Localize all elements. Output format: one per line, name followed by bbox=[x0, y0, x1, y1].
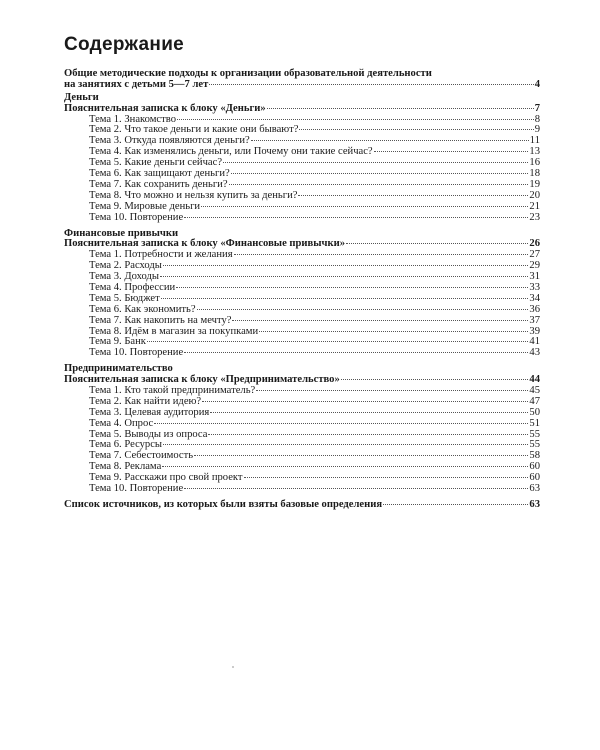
section-heading: Деньги bbox=[64, 91, 99, 103]
topic-entry bbox=[64, 408, 540, 419]
intro-line-2: на занятиях с детьми 5—7 лет bbox=[64, 78, 209, 90]
topic-entry-page: 41 bbox=[529, 336, 540, 348]
leader-dots bbox=[267, 107, 534, 109]
topic-entry-page: 58 bbox=[529, 450, 540, 462]
scan-speck bbox=[232, 666, 234, 668]
leader-dots bbox=[244, 476, 529, 478]
leader-dots bbox=[154, 422, 528, 424]
block-note-entry-page: 7 bbox=[534, 102, 540, 114]
topic-entry-label: Тема 5. Бюджет bbox=[89, 292, 160, 304]
leader-dots bbox=[163, 264, 529, 266]
leader-dots bbox=[256, 389, 528, 391]
leader-dots bbox=[177, 118, 534, 120]
topic-entry-label: Тема 7. Себестоимость bbox=[89, 450, 194, 462]
topic-entry bbox=[64, 316, 540, 327]
leader-dots bbox=[346, 242, 528, 244]
leader-dots bbox=[251, 139, 529, 141]
topic-entry bbox=[64, 484, 540, 495]
topic-entry-label: Тема 9. Банк bbox=[89, 336, 146, 348]
table-of-contents bbox=[64, 69, 540, 511]
block-note-entry-label: Пояснительная записка к блоку «Финансовые привычки» bbox=[64, 238, 345, 250]
leader-dots bbox=[184, 487, 528, 489]
leader-dots bbox=[234, 253, 529, 255]
leader-dots bbox=[184, 351, 528, 353]
topic-entry-label: Тема 4. Как изменялись деньги, или Почему они такие сейчас? bbox=[89, 146, 373, 158]
topic-entry-label: Тема 6. Как экономить? bbox=[89, 303, 196, 315]
topic-entry bbox=[64, 213, 540, 224]
topic-entry-page: 60 bbox=[529, 461, 540, 473]
topic-entry-page: 19 bbox=[529, 178, 540, 190]
leader-dots bbox=[184, 216, 528, 218]
topic-entry-label: Тема 8. Идём в магазин за покупками bbox=[89, 325, 259, 337]
topic-entry-page: 43 bbox=[529, 347, 540, 359]
page-title: Содержание bbox=[64, 34, 185, 55]
topic-entry-label: Тема 7. Как накопить на мечту? bbox=[89, 314, 232, 326]
leader-dots bbox=[229, 183, 529, 185]
topic-entry-page: 36 bbox=[529, 303, 540, 315]
section-heading: Предпринимательство bbox=[64, 363, 173, 375]
leader-dots bbox=[194, 454, 528, 456]
topic-entry-page: 60 bbox=[529, 472, 540, 484]
leader-dots bbox=[197, 308, 529, 310]
topic-entry-page: 63 bbox=[529, 482, 540, 494]
leader-dots bbox=[160, 275, 528, 277]
leader-dots bbox=[223, 161, 528, 163]
block-note-entry-page: 26 bbox=[529, 238, 540, 250]
topic-entry-label: Тема 9. Мировые деньги bbox=[89, 200, 201, 212]
topic-entry-label: Тема 6. Ресурсы bbox=[89, 439, 163, 451]
leader-dots bbox=[163, 443, 528, 445]
topic-entry-page: 34 bbox=[529, 292, 540, 304]
intro-line-1: Общие методические подходы к организации образовательной деятельности bbox=[64, 68, 432, 79]
topic-entry-label: Тема 10. Повторение bbox=[89, 347, 184, 359]
leader-dots bbox=[374, 150, 529, 152]
topic-entry-page: 45 bbox=[529, 384, 540, 396]
topic-entry-page: 55 bbox=[529, 428, 540, 440]
intro-entry bbox=[64, 69, 540, 91]
topic-entry-page: 33 bbox=[529, 281, 540, 293]
leader-dots bbox=[298, 194, 528, 196]
topic-entry-label: Тема 2. Расходы bbox=[89, 260, 162, 272]
sources-label: Список источников, из которых были взяты базовые определения bbox=[64, 498, 383, 510]
leader-dots bbox=[210, 411, 528, 413]
sources-page: 63 bbox=[529, 498, 540, 510]
topic-entry-label: Тема 8. Что можно и нельзя купить за деньги? bbox=[89, 189, 298, 201]
topic-entry-page: 11 bbox=[529, 135, 540, 147]
topic-entry-label: Тема 3. Откуда появляются деньги? bbox=[89, 135, 250, 147]
leader-dots bbox=[147, 340, 528, 342]
block-note-entry-label: Пояснительная записка к блоку «Деньги» bbox=[64, 102, 266, 114]
topic-entry-page: 8 bbox=[534, 113, 540, 125]
sources-entry bbox=[64, 500, 540, 511]
block-note-entry-page: 44 bbox=[529, 374, 540, 386]
block-note-entry-label: Пояснительная записка к блоку «Предпринимательство» bbox=[64, 374, 340, 386]
topic-entry-label: Тема 1. Потребности и желания bbox=[89, 249, 233, 261]
section-heading: Финансовые привычки bbox=[64, 227, 179, 239]
topic-entry-page: 23 bbox=[529, 211, 540, 223]
leader-dots bbox=[232, 319, 528, 321]
topic-entry-label: Тема 7. Как сохранить деньги? bbox=[89, 178, 228, 190]
leader-dots bbox=[299, 128, 533, 130]
leader-dots bbox=[259, 330, 528, 332]
topic-entry bbox=[64, 348, 540, 359]
leader-dots bbox=[202, 400, 528, 402]
topic-entry-page: 51 bbox=[529, 417, 540, 429]
leader-dots bbox=[162, 465, 528, 467]
leader-dots bbox=[161, 297, 529, 299]
topic-entry-label: Тема 8. Реклама bbox=[89, 461, 162, 473]
topic-entry-label: Тема 3. Доходы bbox=[89, 271, 159, 283]
topic-entry-page: 39 bbox=[529, 325, 540, 337]
topic-entry-label: Тема 10. Повторение bbox=[89, 482, 184, 494]
topic-entry-label: Тема 4. Профессии bbox=[89, 281, 176, 293]
topic-entry-label: Тема 5. Выводы из опроса bbox=[89, 428, 208, 440]
leader-dots bbox=[208, 433, 528, 435]
topic-entry-label: Тема 10. Повторение bbox=[89, 211, 184, 223]
leader-dots bbox=[341, 378, 529, 380]
topic-entry-page: 9 bbox=[534, 124, 540, 136]
intro-page: 4 bbox=[534, 78, 540, 90]
topic-entry-page: 29 bbox=[529, 260, 540, 272]
topic-entry-label: Тема 5. Какие деньги сейчас? bbox=[89, 157, 223, 169]
topic-entry bbox=[64, 419, 540, 430]
topic-entry-page: 13 bbox=[529, 146, 540, 158]
topic-entry-page: 16 bbox=[529, 157, 540, 169]
topic-entry-label: Тема 2. Что такое деньги и какие они бывают? bbox=[89, 124, 299, 136]
topic-entry-label: Тема 3. Целевая аудитория bbox=[89, 406, 210, 418]
leader-dots bbox=[176, 286, 528, 288]
topic-entry-label: Тема 1. Кто такой предприниматель? bbox=[89, 384, 256, 396]
leader-dots bbox=[209, 83, 533, 85]
topic-entry-page: 18 bbox=[529, 168, 540, 180]
topic-entry-page: 20 bbox=[529, 189, 540, 201]
topic-entry-label: Тема 6. Как защищают деньги? bbox=[89, 168, 230, 180]
topic-entry-page: 37 bbox=[529, 314, 540, 326]
topic-entry-label: Тема 4. Опрос bbox=[89, 417, 154, 429]
topic-entry-page: 21 bbox=[529, 200, 540, 212]
leader-dots bbox=[201, 205, 528, 207]
leader-dots bbox=[383, 503, 528, 505]
block-note-entry bbox=[64, 104, 540, 115]
topic-entry bbox=[64, 305, 540, 316]
topic-entry-page: 50 bbox=[529, 406, 540, 418]
topic-entry-page: 27 bbox=[529, 249, 540, 261]
topic-entry bbox=[64, 202, 540, 213]
topic-entry-page: 47 bbox=[529, 395, 540, 407]
topic-entry-page: 55 bbox=[529, 439, 540, 451]
topic-entry-label: Тема 1. Знакомство bbox=[89, 113, 176, 125]
topic-entry-label: Тема 9. Расскажи про свой проект bbox=[89, 472, 243, 484]
topic-entry-page: 31 bbox=[529, 271, 540, 283]
leader-dots bbox=[231, 172, 529, 174]
topic-entry-label: Тема 2. Как найти идею? bbox=[89, 395, 202, 407]
